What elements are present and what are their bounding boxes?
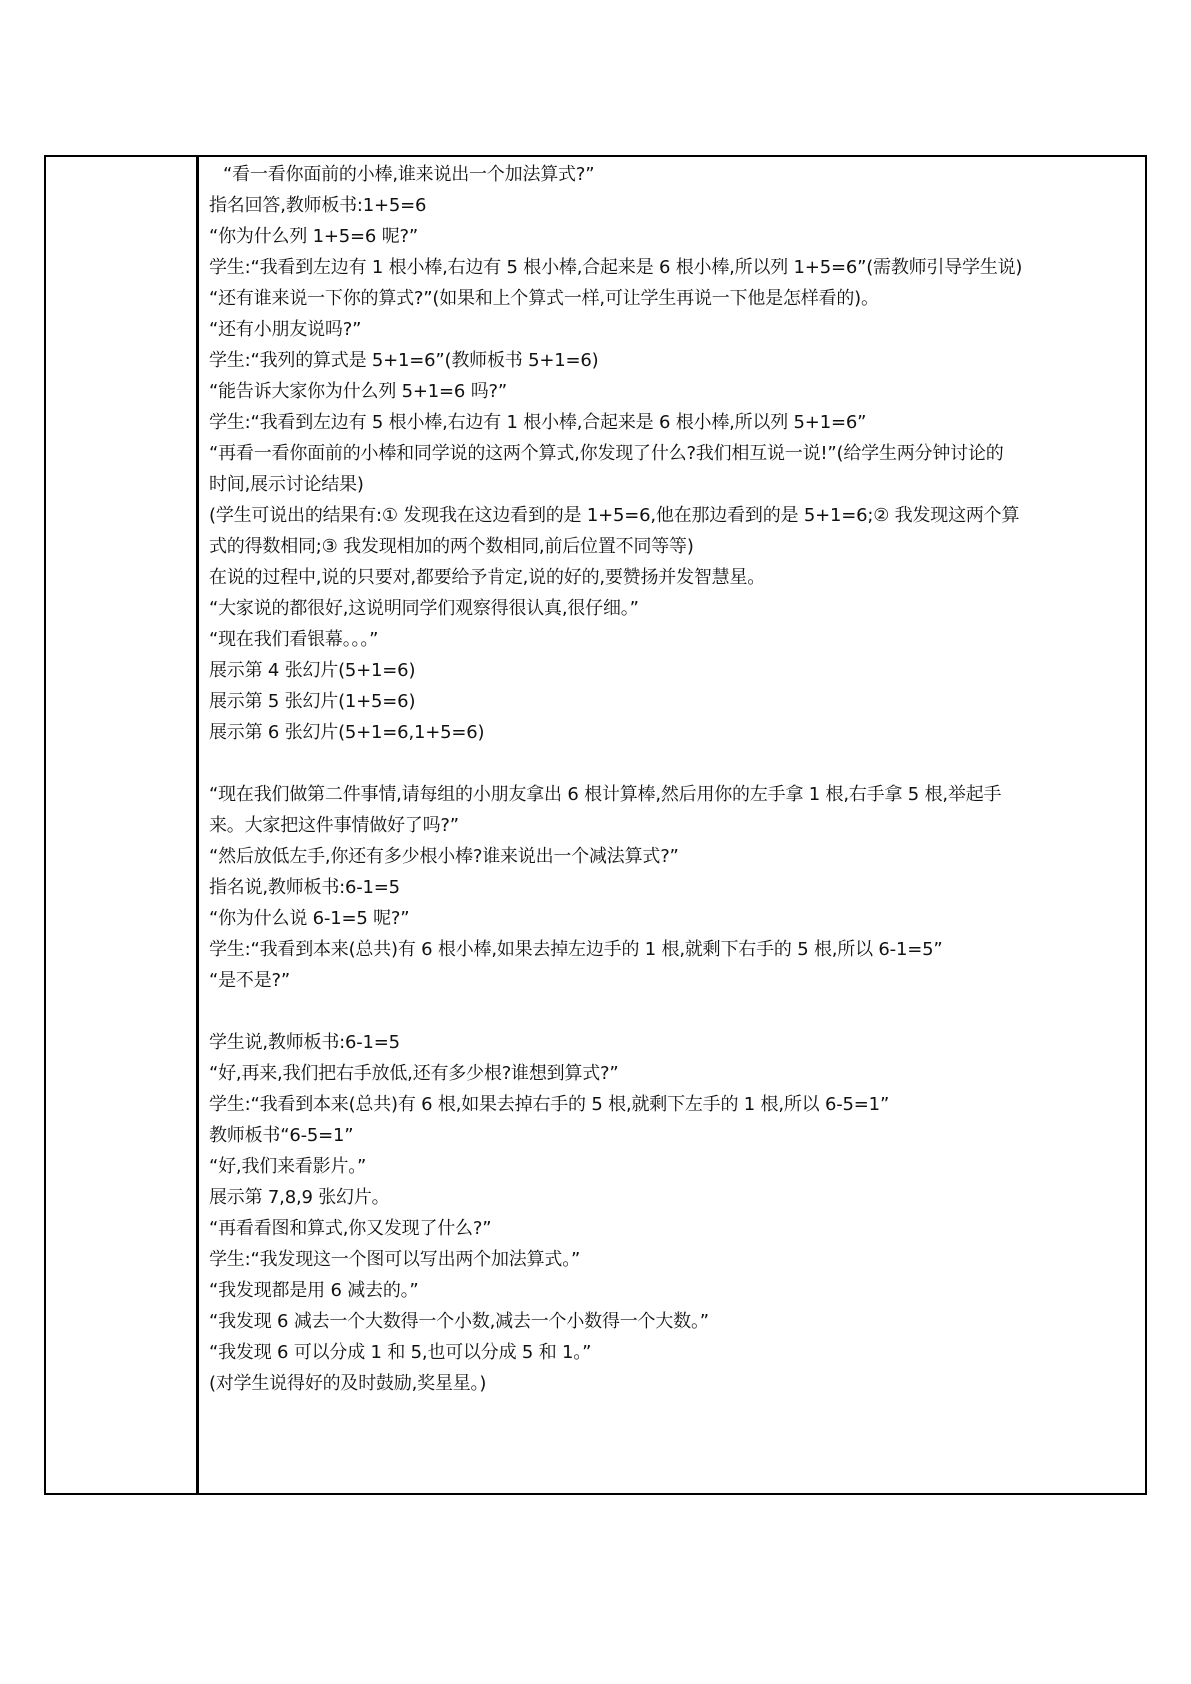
lesson-table — [44, 155, 1147, 1495]
text-line: “好,我们来看影片。” — [209, 1156, 367, 1177]
text-line: “我发现都是用 6 减去的。” — [209, 1280, 419, 1301]
text-line: “好,再来,我们把右手放低,还有多少根?谁想到算式?” — [209, 1063, 619, 1084]
text-line: 学生:“我看到本来(总共)有 6 根,如果去掉右手的 5 根,就剩下左手的 1 根,所以 6-5=1” — [209, 1094, 890, 1115]
text-line: (学生可说出的结果有:① 发现我在这边看到的是 1+5=6,他在那边看到的是 5+1=6;② 我发现这两个算 — [209, 505, 1020, 526]
lesson-text — [209, 159, 1137, 1399]
text-line: 展示第 4 张幻片(5+1=6) — [209, 660, 416, 681]
text-line: 展示第 7,8,9 张幻片。 — [209, 1187, 390, 1208]
text-line: 学生:“我看到左边有 1 根小棒,右边有 5 根小棒,合起来是 6 根小棒,所以列 1+5=6”(需教师引导学生说) — [209, 257, 1023, 278]
text-line: “能告诉大家你为什么列 5+1=6 吗?” — [209, 381, 507, 402]
text-line: “现在我们看银幕。。。” — [209, 629, 379, 650]
text-line: “然后放低左手,你还有多少根小棒?谁来说出一个减法算式?” — [209, 846, 679, 867]
text-line: 学生:“我发现这一个图可以写出两个加法算式。” — [209, 1249, 581, 1270]
text-line: 时间,展示讨论结果) — [209, 474, 364, 495]
text-line: 来。大家把这件事情做好了吗?” — [209, 815, 459, 836]
text-line — [209, 996, 1137, 1027]
text-line: “还有谁来说一下你的算式?”(如果和上个算式一样,可让学生再说一下他是怎样看的)。 — [209, 288, 879, 309]
text-line: “还有小朋友说吗?” — [209, 319, 362, 340]
text-line: 学生说,教师板书:6-1=5 — [209, 1032, 400, 1053]
text-line: “你为什么列 1+5=6 呢?” — [209, 226, 418, 247]
text-line: “大家说的都很好,这说明同学们观察得很认真,很仔细。” — [209, 598, 639, 619]
text-line: “再看一看你面前的小棒和同学说的这两个算式,你发现了什么?我们相互说一说!”(给学生两分钟讨论的 — [209, 443, 1004, 464]
text-line: “看一看你面前的小棒,谁来说出一个加法算式?” — [223, 164, 595, 185]
text-line: 学生:“我看到左边有 5 根小棒,右边有 1 根小棒,合起来是 6 根小棒,所以列 5+1=6” — [209, 412, 867, 433]
text-line: 教师板书“6-5=1” — [209, 1125, 354, 1146]
text-line: “你为什么说 6-1=5 呢?” — [209, 908, 410, 929]
left-column-cell — [46, 157, 199, 1493]
text-line: 展示第 6 张幻片(5+1=6,1+5=6) — [209, 722, 485, 743]
text-line: “我发现 6 减去一个大数得一个小数,减去一个小数得一个大数。” — [209, 1311, 709, 1332]
text-line: 学生:“我列的算式是 5+1=6”(教师板书 5+1=6) — [209, 350, 599, 371]
text-line: “现在我们做第二件事情,请每组的小朋友拿出 6 根计算棒,然后用你的左手拿 1 根,右手拿 5 根,举起手 — [209, 784, 1002, 805]
text-line: 在说的过程中,说的只要对,都要给予肯定,说的好的,要赞扬并发智慧星。 — [209, 567, 766, 588]
text-line: 式的得数相同;③ 我发现相加的两个数相同,前后位置不同等等) — [209, 536, 694, 557]
text-line: 学生:“我看到本来(总共)有 6 根小棒,如果去掉左边手的 1 根,就剩下右手的 5 根,所以 6-1=5” — [209, 939, 943, 960]
text-line: (对学生说得好的及时鼓励,奖星星。) — [209, 1373, 487, 1394]
text-line — [209, 748, 1137, 779]
text-line: 展示第 5 张幻片(1+5=6) — [209, 691, 416, 712]
text-line: “我发现 6 可以分成 1 和 5,也可以分成 5 和 1。” — [209, 1342, 592, 1363]
text-line: 指名说,教师板书:6-1=5 — [209, 877, 400, 898]
text-line: “再看看图和算式,你又发现了什么?” — [209, 1218, 492, 1239]
text-line: 指名回答,教师板书:1+5=6 — [209, 195, 427, 216]
text-line: “是不是?” — [209, 970, 291, 991]
content-cell — [199, 157, 1145, 1493]
